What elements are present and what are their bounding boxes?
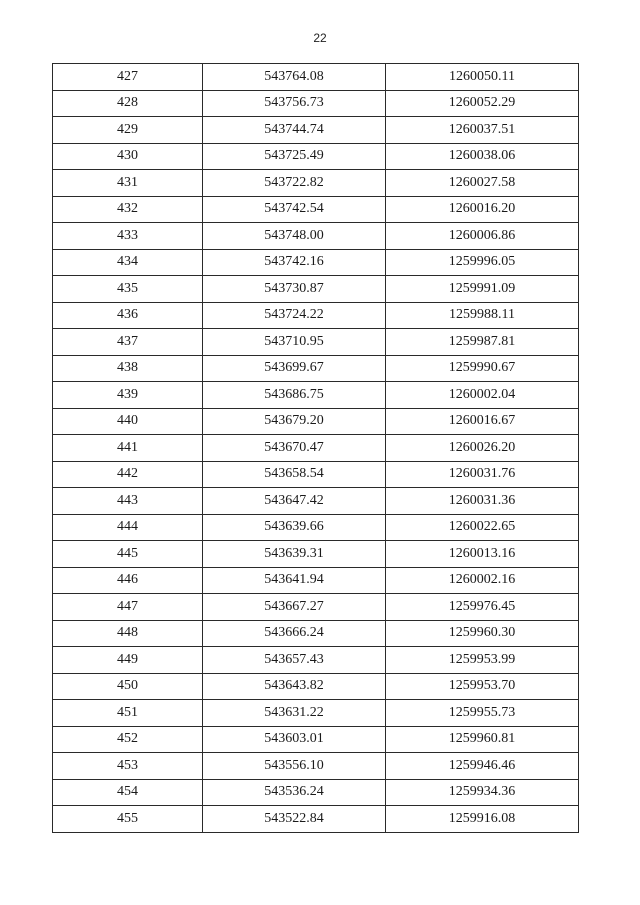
y-coordinate-cell: 1259988.11: [386, 302, 579, 329]
table-row: [53, 435, 579, 462]
table-row: [53, 329, 579, 356]
table-row: [53, 302, 579, 329]
table-row: [53, 355, 579, 382]
y-coordinate-cell: 1259946.46: [386, 753, 579, 780]
point-number-cell: 427: [53, 64, 203, 91]
y-coordinate-cell: 1259991.09: [386, 276, 579, 303]
point-number-cell: 449: [53, 647, 203, 674]
y-coordinate-cell: 1260037.51: [386, 117, 579, 144]
point-number-cell: 452: [53, 726, 203, 753]
y-coordinate-cell: 1260016.67: [386, 408, 579, 435]
table-row: [53, 673, 579, 700]
x-coordinate-cell: 543730.87: [203, 276, 386, 303]
y-coordinate-cell: 1259990.67: [386, 355, 579, 382]
y-coordinate-cell: 1260026.20: [386, 435, 579, 462]
point-number-cell: 439: [53, 382, 203, 409]
table-row: [53, 461, 579, 488]
table-row: [53, 514, 579, 541]
x-coordinate-cell: 543748.00: [203, 223, 386, 250]
x-coordinate-cell: 543639.31: [203, 541, 386, 568]
table-row: [53, 726, 579, 753]
x-coordinate-cell: 543603.01: [203, 726, 386, 753]
x-coordinate-cell: 543667.27: [203, 594, 386, 621]
x-coordinate-cell: 543756.73: [203, 90, 386, 117]
y-coordinate-cell: 1259996.05: [386, 249, 579, 276]
table-row: [53, 276, 579, 303]
point-number-cell: 451: [53, 700, 203, 727]
table-row: [53, 488, 579, 515]
x-coordinate-cell: 543699.67: [203, 355, 386, 382]
x-coordinate-cell: 543764.08: [203, 64, 386, 91]
y-coordinate-cell: 1260013.16: [386, 541, 579, 568]
y-coordinate-cell: 1260038.06: [386, 143, 579, 170]
point-number-cell: 428: [53, 90, 203, 117]
x-coordinate-cell: 543666.24: [203, 620, 386, 647]
x-coordinate-cell: 543639.66: [203, 514, 386, 541]
x-coordinate-cell: 543658.54: [203, 461, 386, 488]
coordinates-table: [52, 63, 579, 833]
y-coordinate-cell: 1259916.08: [386, 806, 579, 833]
point-number-cell: 429: [53, 117, 203, 144]
x-coordinate-cell: 543710.95: [203, 329, 386, 356]
y-coordinate-cell: 1260050.11: [386, 64, 579, 91]
point-number-cell: 433: [53, 223, 203, 250]
point-number-cell: 454: [53, 779, 203, 806]
y-coordinate-cell: 1259987.81: [386, 329, 579, 356]
x-coordinate-cell: 543679.20: [203, 408, 386, 435]
table-row: [53, 223, 579, 250]
y-coordinate-cell: 1260027.58: [386, 170, 579, 197]
table-row: [53, 594, 579, 621]
point-number-cell: 438: [53, 355, 203, 382]
point-number-cell: 430: [53, 143, 203, 170]
point-number-cell: 441: [53, 435, 203, 462]
x-coordinate-cell: 543670.47: [203, 435, 386, 462]
x-coordinate-cell: 543722.82: [203, 170, 386, 197]
point-number-cell: 450: [53, 673, 203, 700]
x-coordinate-cell: 543647.42: [203, 488, 386, 515]
table-row: [53, 382, 579, 409]
point-number-cell: 436: [53, 302, 203, 329]
point-number-cell: 434: [53, 249, 203, 276]
y-coordinate-cell: 1259960.81: [386, 726, 579, 753]
point-number-cell: 453: [53, 753, 203, 780]
y-coordinate-cell: 1259976.45: [386, 594, 579, 621]
point-number-cell: 437: [53, 329, 203, 356]
y-coordinate-cell: 1259960.30: [386, 620, 579, 647]
point-number-cell: 443: [53, 488, 203, 515]
table-row: [53, 64, 579, 91]
table-row: [53, 408, 579, 435]
table-row: [53, 753, 579, 780]
point-number-cell: 448: [53, 620, 203, 647]
x-coordinate-cell: 543522.84: [203, 806, 386, 833]
x-coordinate-cell: 543536.24: [203, 779, 386, 806]
table-row: [53, 806, 579, 833]
table-row: [53, 567, 579, 594]
y-coordinate-cell: 1260016.20: [386, 196, 579, 223]
point-number-cell: 442: [53, 461, 203, 488]
coordinates-table-body: [53, 64, 579, 833]
table-row: [53, 647, 579, 674]
point-number-cell: 447: [53, 594, 203, 621]
table-row: [53, 143, 579, 170]
x-coordinate-cell: 543657.43: [203, 647, 386, 674]
point-number-cell: 455: [53, 806, 203, 833]
table-row: [53, 249, 579, 276]
table-row: [53, 196, 579, 223]
table-row: [53, 90, 579, 117]
point-number-cell: 440: [53, 408, 203, 435]
x-coordinate-cell: 543725.49: [203, 143, 386, 170]
y-coordinate-cell: 1260052.29: [386, 90, 579, 117]
point-number-cell: 435: [53, 276, 203, 303]
y-coordinate-cell: 1259955.73: [386, 700, 579, 727]
y-coordinate-cell: 1260031.76: [386, 461, 579, 488]
y-coordinate-cell: 1259953.70: [386, 673, 579, 700]
x-coordinate-cell: 543686.75: [203, 382, 386, 409]
point-number-cell: 445: [53, 541, 203, 568]
x-coordinate-cell: 543643.82: [203, 673, 386, 700]
y-coordinate-cell: 1260022.65: [386, 514, 579, 541]
x-coordinate-cell: 543744.74: [203, 117, 386, 144]
x-coordinate-cell: 543742.54: [203, 196, 386, 223]
y-coordinate-cell: 1259953.99: [386, 647, 579, 674]
y-coordinate-cell: 1260002.04: [386, 382, 579, 409]
x-coordinate-cell: 543556.10: [203, 753, 386, 780]
table-row: [53, 117, 579, 144]
point-number-cell: 432: [53, 196, 203, 223]
y-coordinate-cell: 1260002.16: [386, 567, 579, 594]
y-coordinate-cell: 1259934.36: [386, 779, 579, 806]
x-coordinate-cell: 543631.22: [203, 700, 386, 727]
y-coordinate-cell: 1260031.36: [386, 488, 579, 515]
x-coordinate-cell: 543641.94: [203, 567, 386, 594]
table-row: [53, 620, 579, 647]
x-coordinate-cell: 543724.22: [203, 302, 386, 329]
point-number-cell: 446: [53, 567, 203, 594]
point-number-cell: 444: [53, 514, 203, 541]
x-coordinate-cell: 543742.16: [203, 249, 386, 276]
point-number-cell: 431: [53, 170, 203, 197]
table-row: [53, 541, 579, 568]
table-row: [53, 779, 579, 806]
table-row: [53, 170, 579, 197]
page-number: 22: [313, 31, 327, 45]
y-coordinate-cell: 1260006.86: [386, 223, 579, 250]
table-row: [53, 700, 579, 727]
